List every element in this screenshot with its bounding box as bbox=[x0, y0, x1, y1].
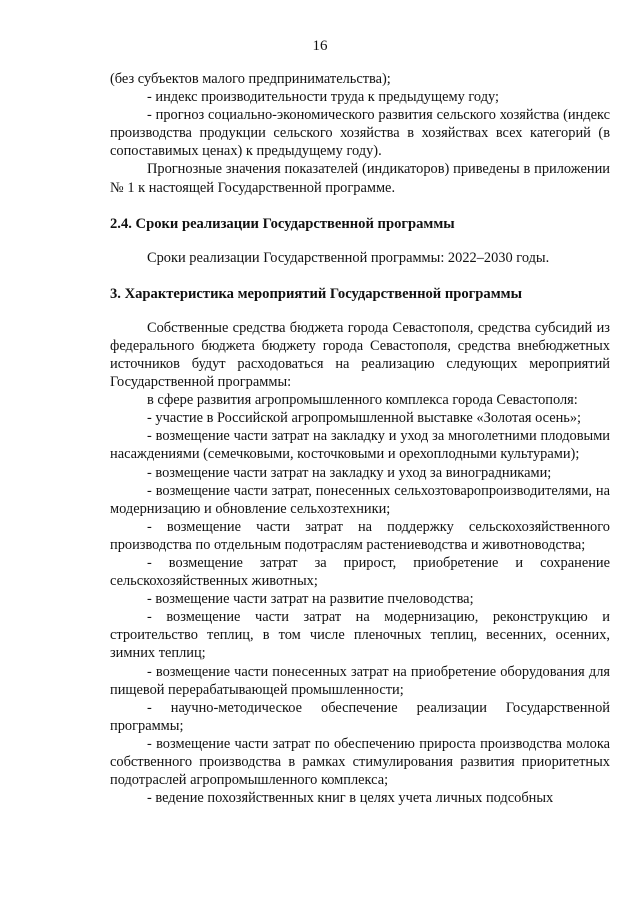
page-content bbox=[110, 70, 610, 807]
page-number: 16 bbox=[312, 38, 328, 54]
measure-list-item: - научно-методическое обеспечение реализации Государственной программы; bbox=[110, 699, 610, 734]
measure-list-item: - ведение похозяйственных книг в целях учета личных подсобных bbox=[147, 790, 554, 807]
section-heading-2-4: 2.4. Сроки реализации Государственной программы bbox=[110, 215, 455, 232]
section-2-4-text: Сроки реализации Государственной программы: 2022–2030 годы. bbox=[147, 249, 550, 266]
forecast-paragraph: Прогнозные значения показателей (индикаторов) приведены в приложении № 1 к настоящей Государственной программе. bbox=[110, 161, 610, 196]
intro-paragraph-continuation: (без субъектов малого предпринимательства); bbox=[110, 71, 391, 87]
measure-list-item: - возмещение части затрат по обеспечению прироста производства молока собственного производства в рамках стимулирования развития приоритетных подотраслей агропромышленного комплекса; bbox=[110, 735, 610, 789]
measure-list-item: - возмещение части затрат на поддержку сельскохозяйственного производства по отдельным подотраслям растениеводства и животноводства; bbox=[110, 518, 610, 553]
measure-list-item: - возмещение части затрат на модернизацию, реконструкцию и строительство теплиц, в том числе пленочных теплиц, весенних, осенних, зимних теплиц; bbox=[110, 609, 610, 662]
intro-list-item: - индекс производительности труда к предыдущему году; bbox=[147, 89, 500, 106]
section-heading-3: 3. Характеристика мероприятий Государственной программы bbox=[110, 285, 522, 302]
sphere-line: в сфере развития агропромышленного комплекса города Севастополя: bbox=[147, 392, 578, 409]
section-3-intro: Собственные средства бюджета города Севастополя, средства субсидий из федерального бюджета бюджету города Севастополя, средства внебюджетных источников будут расходоваться на реализацию следующих мероприятий Государственной программы: bbox=[110, 319, 610, 391]
intro-list-item: - прогноз социально-экономического развития сельского хозяйства (индекс производства продукции сельского хозяйства в хозяйствах всех категорий (в сопоставимых ценах) к предыдущему году). bbox=[110, 107, 610, 160]
measure-list-item: - участие в Российской агропромышленной выставке «Золотая осень»; bbox=[147, 410, 582, 427]
measure-list-item: - возмещение части затрат на развитие пчеловодства; bbox=[147, 591, 474, 608]
measure-list-item: - возмещение части затрат, понесенных сельхозтоваропроизводителями, на модернизацию и обновление сельхозтехники; bbox=[110, 482, 610, 517]
measure-list-item: - возмещение затрат за прирост, приобретение и сохранение сельскохозяйственных животных; bbox=[110, 554, 610, 590]
measure-list-item: - возмещение части понесенных затрат на приобретение оборудования для пищевой перерабатывающей промышленности; bbox=[110, 663, 610, 698]
measure-list-item: - возмещение части затрат на закладку и уход за многолетними плодовыми насаждениями (семечковыми, косточковыми и орехоплодными культурами); bbox=[110, 428, 610, 463]
measure-list-item: - возмещение части затрат на закладку и уход за виноградниками; bbox=[147, 464, 552, 481]
